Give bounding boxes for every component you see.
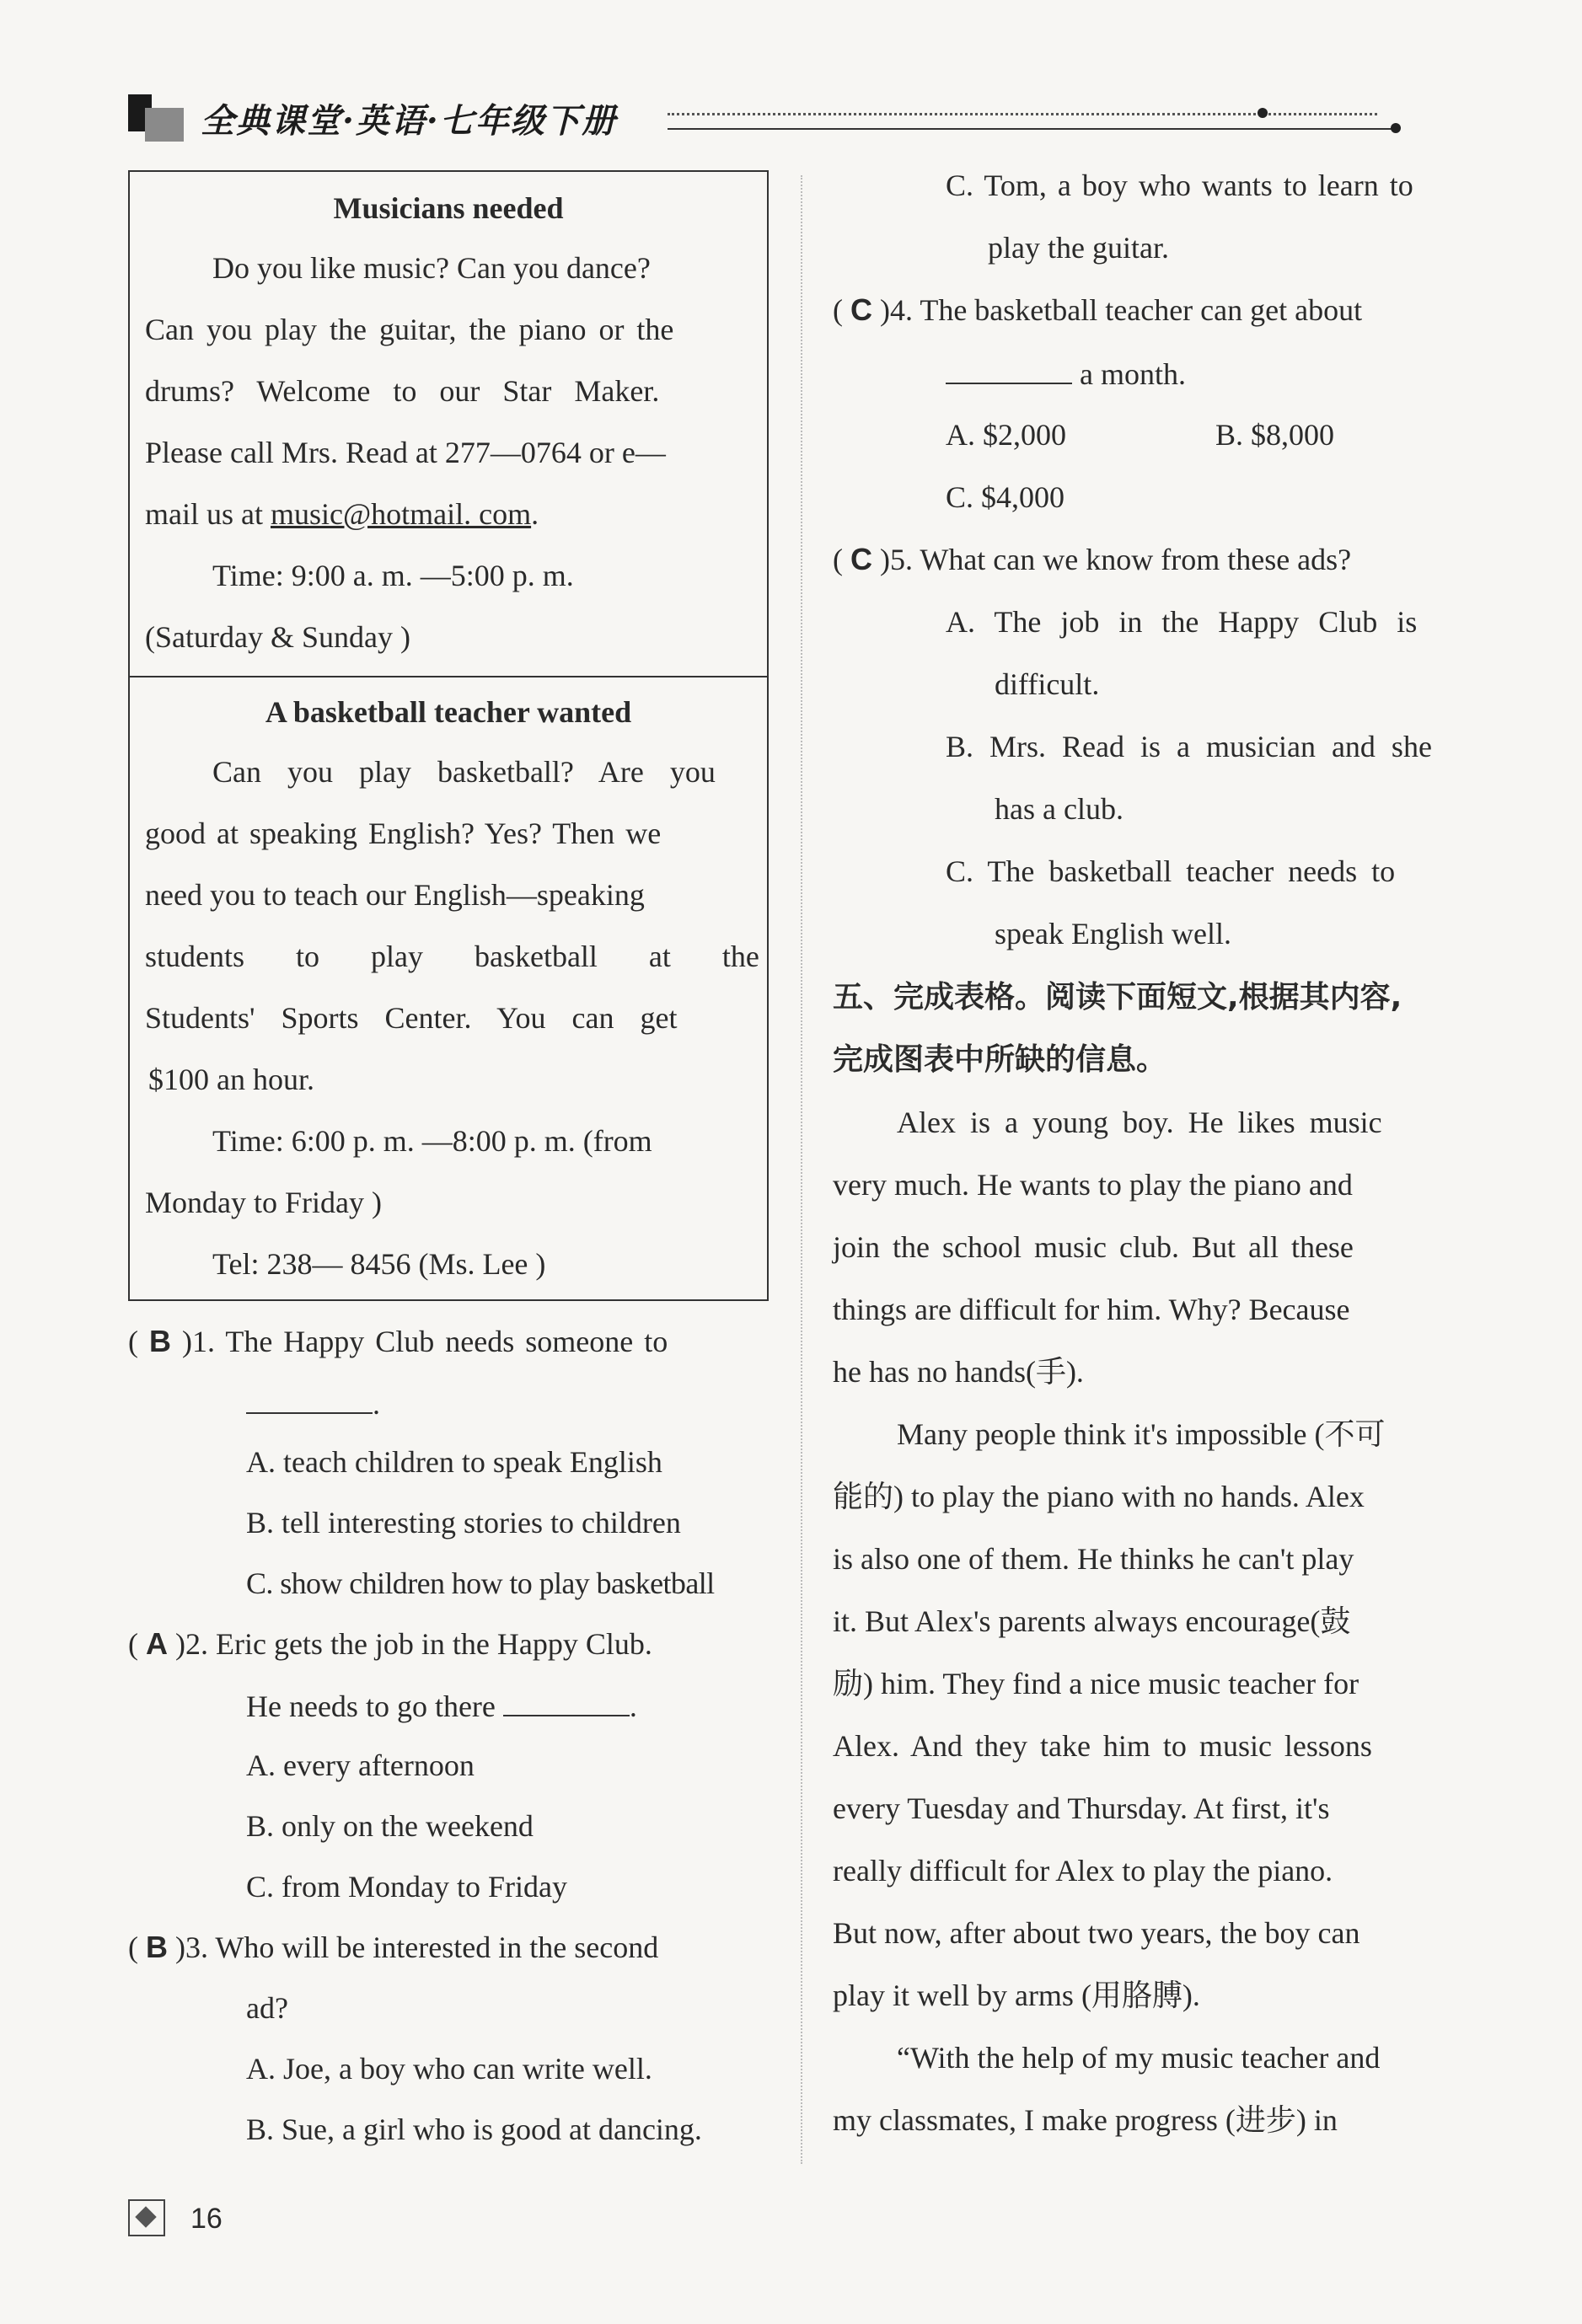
ad-line: Please call Mrs. Read at 277—0764 or e—	[145, 436, 666, 469]
answer-mark: A	[146, 1626, 168, 1661]
question-blank-line	[946, 357, 1186, 389]
question-stem: )5. What can we know from these ads?	[880, 543, 1352, 576]
ad-line: drums? Welcome to our Star Maker.	[145, 374, 660, 408]
section-heading: 五、完成表格。阅读下面短文,根据其内容,	[833, 980, 1402, 1015]
ad-line: need you to teach our English—speaking	[145, 878, 645, 912]
answer-mark: B	[149, 1324, 171, 1358]
page-header	[128, 91, 1401, 150]
option: C. show children how to play basketball	[246, 1566, 715, 1600]
ad-line: Can you play basketball? Are you	[212, 755, 716, 789]
passage-line: really difficult for Alex to play the piano.	[833, 1854, 1333, 1888]
passage-line: he has no hands(手).	[833, 1355, 1084, 1389]
option: A. $2,000	[946, 418, 1066, 452]
ad-title: A basketball teacher wanted	[265, 695, 632, 729]
ad-line	[145, 499, 539, 529]
answer-blank[interactable]	[503, 1689, 630, 1716]
passage-line: is also one of them. He thinks he can't play	[833, 1542, 1354, 1576]
option: B. Mrs. Read is a musician and she	[946, 730, 1432, 763]
passage-line: “With the help of my music teacher and	[897, 2041, 1381, 2075]
passage-line: my classmates, I make progress (进步) in	[833, 2103, 1338, 2137]
question-stem-cont	[246, 1689, 637, 1722]
question-stem: )2. Eric gets the job in the Happy Club.	[175, 1627, 652, 1661]
option: A. The job in the Happy Club is	[946, 605, 1418, 639]
header-dotted-rule	[668, 113, 1377, 115]
question-2: ( A )2. Eric gets the job in the Happy Club.	[128, 1626, 652, 1661]
passage-line: 励) him. They find a nice music teacher for	[833, 1667, 1359, 1700]
ad-line: Time: 6:00 p. m. —8:00 p. m. (from	[212, 1124, 652, 1158]
option-cont: has a club.	[995, 792, 1123, 826]
passage-line: But now, after about two years, the boy can	[833, 1916, 1360, 1950]
passage-line: it. But Alex's parents always encourage(鼓	[833, 1604, 1351, 1638]
ad-line: Time: 9:00 a. m. —5:00 p. m.	[212, 559, 574, 592]
header-logo-shade	[145, 108, 184, 142]
ad-line: Do you like music? Can you dance?	[212, 251, 651, 285]
ad-line: good at speaking English? Yes? Then we	[145, 817, 662, 850]
ad-text: mail us at	[145, 497, 263, 531]
passage-line: Alex is a young boy. He likes music	[897, 1106, 1382, 1139]
option: C. from Monday to Friday	[246, 1870, 567, 1904]
answer-blank[interactable]	[246, 1387, 373, 1414]
question-5: ( C )5. What can we know from these ads?	[833, 542, 1352, 576]
answer-mark: C	[850, 542, 872, 576]
column-divider	[801, 175, 802, 2164]
section-heading: 完成图表中所缺的信息。	[833, 1042, 1167, 1077]
answer-mark: C	[850, 292, 872, 327]
option: A. teach children to speak English	[246, 1445, 662, 1479]
ad-text: .	[531, 497, 539, 531]
passage-line: 能的) to play the piano with no hands. Alex	[833, 1480, 1365, 1513]
option: C. Tom, a boy who wants to learn to	[946, 169, 1413, 202]
ad-musicians-needed	[128, 170, 769, 677]
ad-basketball-teacher	[128, 676, 769, 1301]
ad-line: Monday to Friday )	[145, 1186, 382, 1219]
page-number: 16	[190, 2203, 223, 2235]
question-stem: )1. The Happy Club needs someone to	[182, 1325, 668, 1358]
ad-line: Tel: 238— 8456 (Ms. Lee )	[212, 1247, 546, 1281]
passage-line: join the school music club. But all these	[833, 1230, 1354, 1264]
question-blank-line	[246, 1387, 380, 1419]
option: C. $4,000	[946, 480, 1065, 514]
option: A. every afternoon	[246, 1748, 475, 1782]
question-3: ( B )3. Who will be interested in the second	[128, 1930, 659, 1964]
passage-line: play it well by arms (用胳膊).	[833, 1979, 1200, 2012]
option: B. only on the weekend	[246, 1809, 534, 1843]
question-1: ( B )1. The Happy Club needs someone to	[128, 1324, 668, 1358]
option: A. Joe, a boy who can write well.	[246, 2052, 652, 2086]
punctuation: .	[373, 1387, 380, 1421]
email-link[interactable]: music@hotmail. com	[270, 497, 532, 531]
ad-line: Students' Sports Center. You can get	[145, 1001, 678, 1035]
header-title: 全典课堂·英语·七年级下册	[201, 101, 617, 141]
passage-line: Many people think it's impossible (不可	[897, 1417, 1386, 1451]
option-cont: speak English well.	[995, 917, 1231, 950]
passage-line: every Tuesday and Thursday. At first, it's	[833, 1791, 1330, 1825]
diamond-icon	[128, 2199, 165, 2236]
passage-line: very much. He wants to play the piano and	[833, 1168, 1353, 1202]
ad-line: students to play basketball at the	[145, 940, 759, 973]
option-cont: play the guitar.	[988, 231, 1169, 265]
question-stem: )4. The basketball teacher can get about	[880, 293, 1363, 327]
passage-line: things are difficult for him. Why? Because	[833, 1293, 1350, 1326]
question-text: a month.	[1080, 357, 1186, 391]
option: B. Sue, a girl who is good at dancing.	[246, 2112, 702, 2146]
question-4: ( C )4. The basketball teacher can get about	[833, 292, 1363, 327]
question-text: He needs to go there	[246, 1689, 496, 1723]
ad-title: Musicians needed	[333, 191, 564, 225]
ad-line: (Saturday & Sunday )	[145, 620, 410, 654]
question-stem-cont: ad?	[246, 1991, 288, 2025]
ad-line: Can you play the guitar, the piano or the	[145, 313, 674, 346]
passage-line: Alex. And they take him to music lessons	[833, 1729, 1372, 1763]
header-rule	[668, 128, 1392, 130]
option: C. The basketball teacher needs to	[946, 854, 1396, 888]
ad-line: $100 an hour.	[148, 1063, 314, 1096]
punctuation: .	[629, 1689, 637, 1723]
answer-blank[interactable]	[946, 357, 1072, 384]
option-cont: difficult.	[995, 667, 1100, 701]
option: B. tell interesting stories to children	[246, 1506, 681, 1540]
answer-mark: B	[146, 1930, 168, 1964]
header-dot	[1391, 123, 1401, 133]
question-stem: )3. Who will be interested in the second	[175, 1930, 659, 1964]
option: B. $8,000	[1215, 418, 1335, 452]
header-dot	[1258, 108, 1268, 118]
